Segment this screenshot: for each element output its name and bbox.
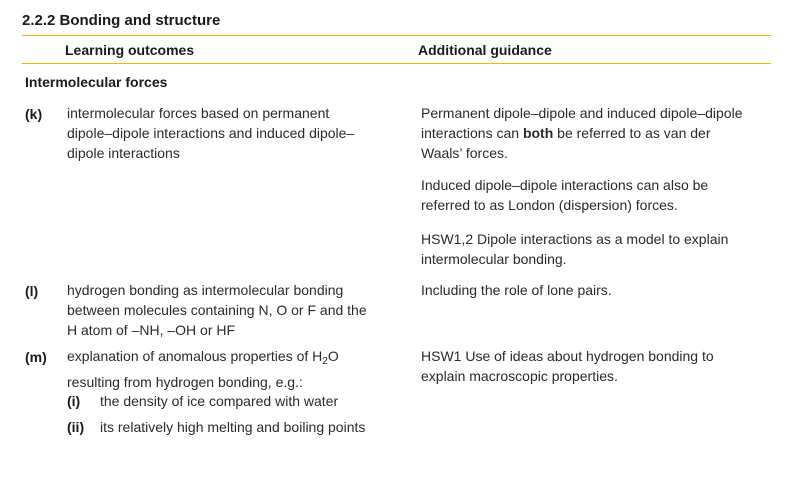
column-header-learning-outcomes: Learning outcomes (65, 42, 195, 58)
outcome-text-k (67, 103, 354, 163)
guidance-text: interactions can (421, 125, 523, 141)
guidance-line: HSW1,2 Dipole interactions as a model to explain (421, 231, 729, 247)
guidance-emphasis: both (522, 125, 554, 141)
title-divider (22, 35, 771, 36)
guidance-line: referred to as London (dispersion) forces. (421, 197, 678, 213)
header-divider (22, 63, 771, 64)
outcome-line: H atom of –NH, –OH or HF (67, 322, 236, 338)
guidance-line (421, 123, 742, 143)
guidance-k-3 (421, 229, 728, 269)
guidance-line: Permanent dipole–dipole and induced dipole–dipole (421, 105, 743, 121)
outcome-line: hydrogen bonding as intermolecular bonding (67, 282, 344, 298)
outcome-label-l: (l) (25, 283, 39, 299)
subitem-text-ii: its relatively high melting and boiling points (100, 419, 366, 435)
outcome-line: dipole interactions (67, 145, 180, 161)
outcome-line: intermolecular forces based on permanent (67, 105, 330, 121)
subitem-label-i: (i) (67, 393, 81, 409)
outcome-line: resulting from hydrogen bonding, e.g.: (67, 374, 303, 390)
outcome-text: explanation of anomalous properties of H (67, 348, 323, 364)
guidance-l (421, 280, 612, 300)
outcome-line (67, 346, 339, 372)
guidance-line: intermolecular bonding. (421, 251, 567, 267)
outcome-text: O (327, 348, 339, 364)
guidance-line: explain macroscopic properties. (421, 368, 618, 384)
outcome-text-l (67, 280, 367, 340)
guidance-line: Induced dipole–dipole interactions can also be (421, 177, 709, 193)
guidance-line: Including the role of lone pairs. (421, 282, 612, 298)
subscript: 2 (322, 356, 328, 367)
guidance-text: be referred to as van der (553, 125, 711, 141)
column-header-additional-guidance: Additional guidance (418, 42, 552, 58)
section-heading: Intermolecular forces (25, 74, 168, 90)
guidance-line: HSW1 Use of ideas about hydrogen bonding to (421, 348, 714, 364)
outcome-label-m: (m) (25, 349, 47, 365)
guidance-k-2 (421, 175, 708, 215)
page-title: 2.2.2 Bonding and structure (22, 12, 221, 29)
outcome-line: between molecules containing N, O or F and the (67, 302, 367, 318)
outcome-text-m (67, 346, 339, 392)
subitem-label-ii: (ii) (67, 419, 85, 435)
subitem-text-i: the density of ice compared with water (100, 393, 339, 409)
guidance-line: Waals’ forces. (421, 145, 508, 161)
guidance-k-1 (421, 103, 742, 163)
outcome-label-k: (k) (25, 106, 43, 122)
guidance-m (421, 346, 714, 386)
outcome-line: dipole–dipole interactions and induced dipole– (67, 125, 355, 141)
